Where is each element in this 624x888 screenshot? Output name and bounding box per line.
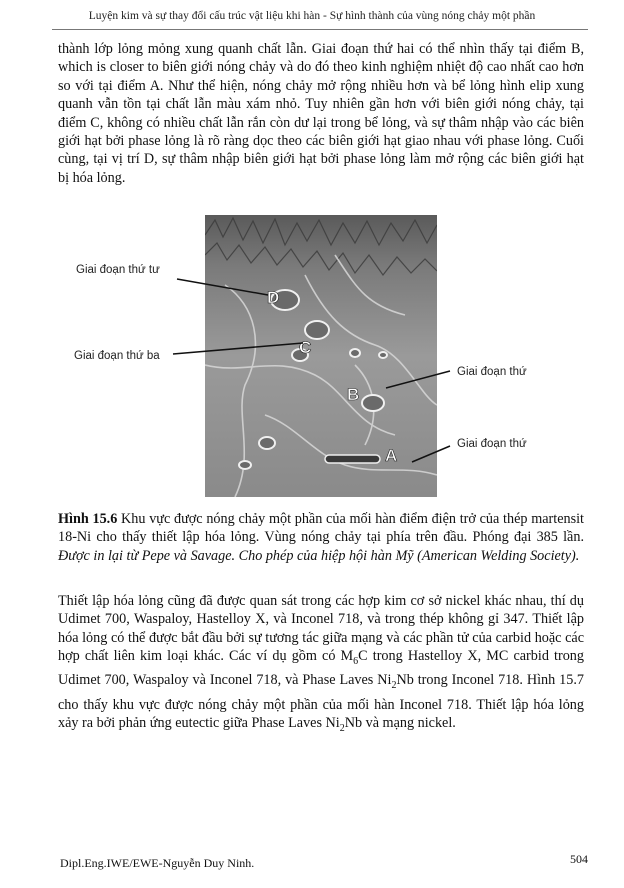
para2-part2: C trong Hastelloy X, MC carbid trong Udimet 700, Waspaloy và Inconel 718, và Phase Laves Ni xyxy=(58,648,584,689)
caption-label: Hình 15.6 xyxy=(58,511,118,527)
figure-label-stage4: Giai đoạn thứ tư xyxy=(73,263,163,277)
letter-b: B xyxy=(347,385,360,404)
leader-stage1 xyxy=(412,446,450,462)
body-paragraph-2 xyxy=(58,592,584,738)
letter-c: C xyxy=(299,338,312,357)
caption-text: Khu vực được nóng chảy một phần của mối hàn điểm điện trở của thép martensit 18-Ni cho thấy thiết lập hóa lỏng. Vùng nóng chảy tại phía trên đầu. Phóng đại 385 lần. xyxy=(58,511,584,546)
caption-credit: Được in lại từ Pepe và Savage. Cho phép của hiệp hội hàn Mỹ (American Welding Society). xyxy=(58,547,580,564)
para2-sub1: 6 xyxy=(353,656,359,668)
figure-caption xyxy=(58,510,584,565)
page-number: 504 xyxy=(570,852,588,866)
leader-stage4 xyxy=(177,279,268,295)
letter-a: A xyxy=(385,446,398,465)
figure-label-stage2: Giai đoạn thứ xyxy=(454,365,530,379)
leader-stage3 xyxy=(173,343,303,354)
figure-label-stage3: Giai đoạn thứ ba xyxy=(71,349,163,363)
para2-part4: Nb và mạng nickel. xyxy=(344,715,456,732)
para2-sub2: 2 xyxy=(391,680,397,692)
footer-author: Dipl.Eng.IWE/EWE-Nguyễn Duy Ninh. xyxy=(60,856,255,870)
leader-stage2 xyxy=(386,371,450,388)
para2-part1: Thiết lập hóa lỏng cũng đã được quan sát trong các hợp kim cơ sở nickel khác nhau, thí dụ Udimet 700, Waspaloy, Hastelloy X, và Inconel 718, và trong thép không gỉ 347. Thiết lập hóa lỏng có thể được bắt đầu bởi sự tương tác giữa mạng và các phần tử của carbid hoặc các hợp chất liên kim loại khác. Các ví dụ gồm có M xyxy=(58,593,584,665)
body-paragraph-1: thành lớp lỏng mỏng xung quanh chất lẫn. Giai đoạn thứ hai có thể nhìn thấy tại điểm B, which is closer to biên giới nóng chảy và do đó theo kinh nghiệm nhiệt độ cao nhất cao hơn so với tại điểm A. Như thể hiện, nóng chảy mở rộng nhiều hơn và bể lỏng hình elip xung quanh vẫn tồn tại chất lẫn màu xám nhỏ. Tuy nhiên gần hơn với biên giới nóng chảy, tại điểm C, không có nhiều chất lẫn rắn còn dư lại trong bể lỏng, và sự thâm nhập vào các biên giới hạt bởi phase lỏng là rõ ràng dọc theo các biên giới hạt giao nhau với phase lỏng. Cuối cùng, tại vị trí D, sự thâm nhập biên giới hạt bởi phase lỏng làm mở rộng các biên giới hạt bị hóa lỏng. xyxy=(58,41,584,186)
para2-part3: Nb trong Inconel 718. Hình 15.7 cho thấy khu vực được nóng chảy một phần của mối hàn Inconel 718. Thiết lập hóa lỏng xảy ra bởi phản ứng eutectic giữa Phase Laves Ni xyxy=(58,672,584,732)
figure-label-stage1: Giai đoạn thứ xyxy=(454,437,530,451)
letter-d: D xyxy=(267,288,280,307)
page-header: Luyện kim và sự thay đổi cấu trúc vật liệu khi hàn - Sự hình thành của vùng nóng chảy một phần xyxy=(88,10,536,22)
para2-sub3: 2 xyxy=(339,722,345,734)
